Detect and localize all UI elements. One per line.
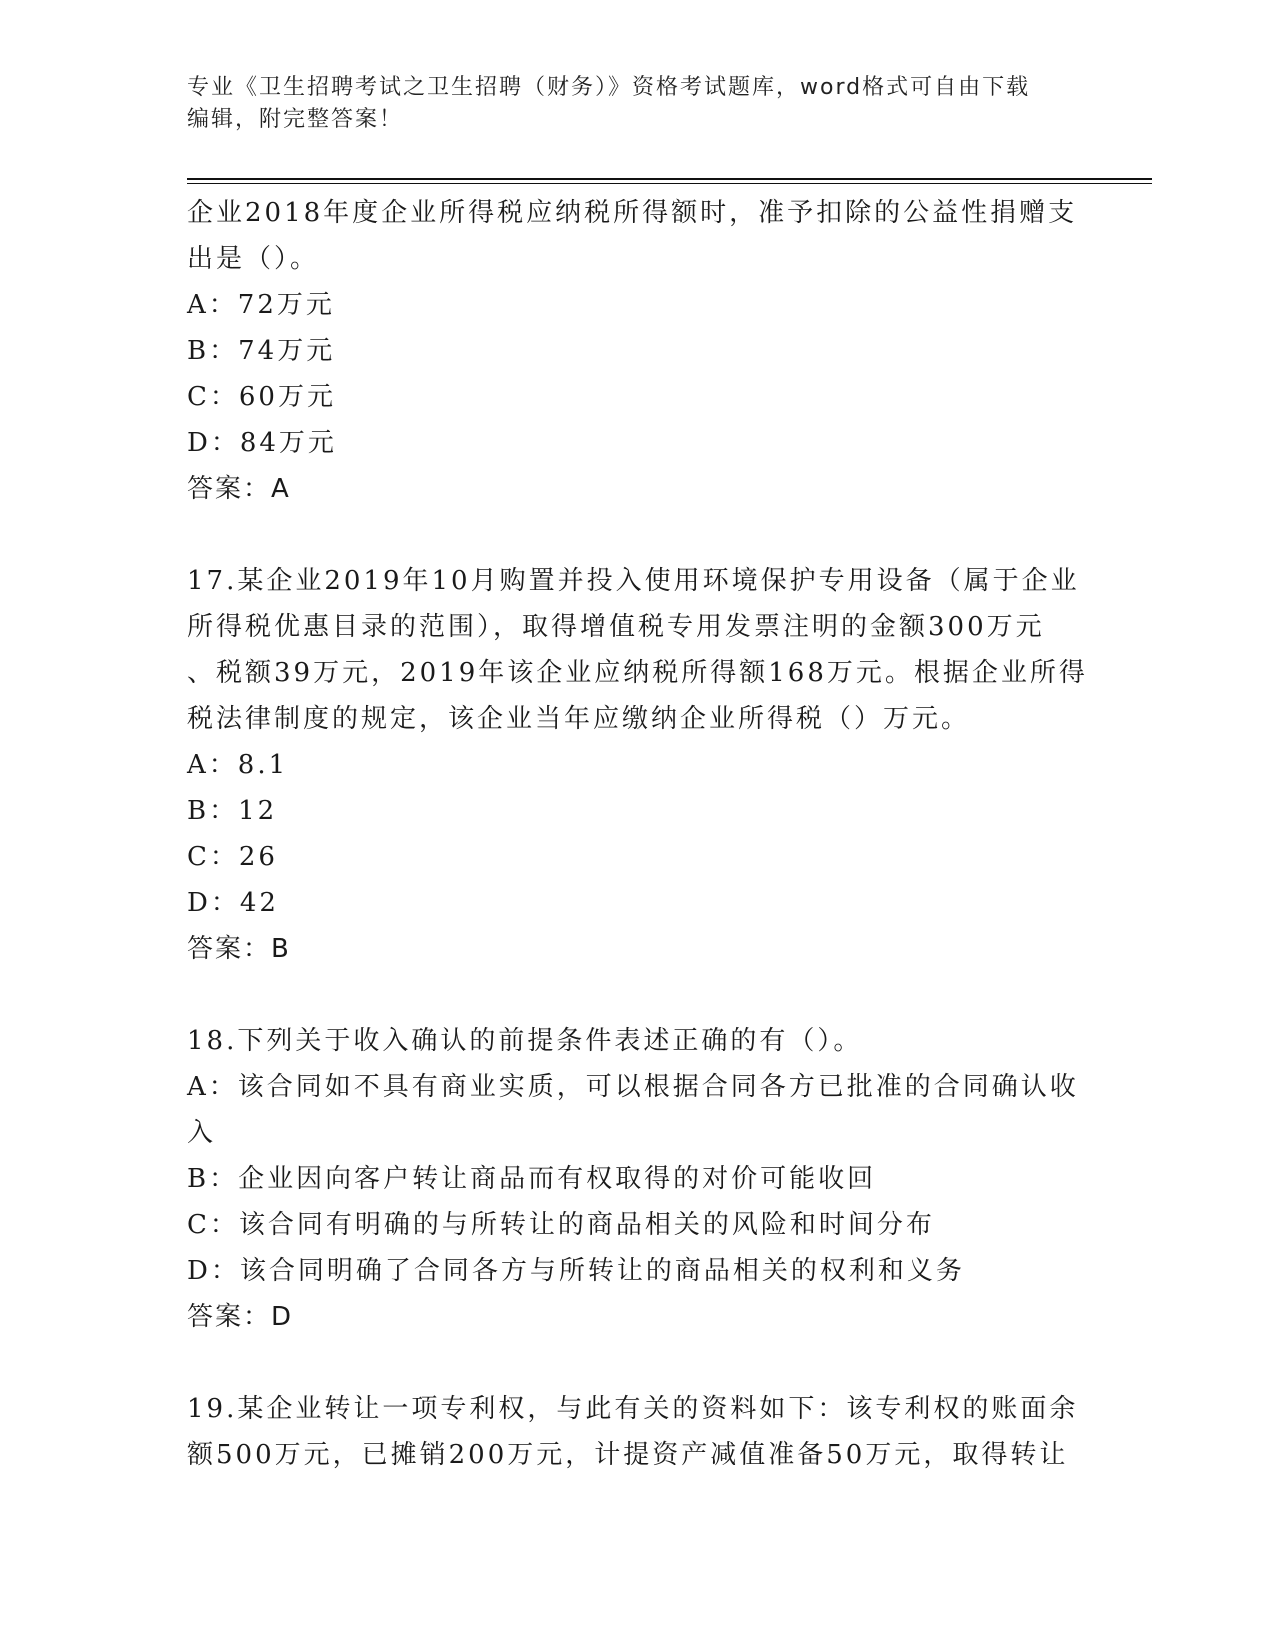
question-stem: 企业2018年度企业所得税应纳税所得额时，准予扣除的公益性捐赠支 xyxy=(187,198,1078,228)
question-stem: 19.某企业转让一项专利权，与此有关的资料如下：该专利权的账面余 xyxy=(187,1394,1079,1424)
option-d: D：该合同明确了合同各方与所转让的商品相关的权利和义务 xyxy=(187,1256,965,1286)
option-b: B：74万元 xyxy=(187,336,336,366)
option-c: C：60万元 xyxy=(187,382,336,412)
answer-label: 答案：A xyxy=(187,474,291,504)
question-19 xyxy=(187,1386,1087,1478)
question-stem: 所得税优惠目录的范围），取得增值税专用发票注明的金额300万元 xyxy=(187,612,1045,642)
question-stem: 18.下列关于收入确认的前提条件表述正确的有（）。 xyxy=(187,1026,863,1056)
spacer xyxy=(187,1340,1087,1386)
answer-label: 答案：B xyxy=(187,934,291,964)
question-stem: 额500万元，已摊销200万元，计提资产减值准备50万元，取得转让 xyxy=(187,1440,1069,1470)
header-line-2: 编辑，附完整答案！ xyxy=(187,107,404,132)
header-line-1: 专业《卫生招聘考试之卫生招聘（财务）》资格考试题库，word格式可自由下载 xyxy=(187,75,1031,100)
option-b: B：12 xyxy=(187,796,278,826)
question-18 xyxy=(187,1018,1087,1340)
option-d: D：42 xyxy=(187,888,279,918)
option-b: B：企业因向客户转让商品而有权取得的对价可能收回 xyxy=(187,1164,877,1194)
question-stem: 税法律制度的规定，该企业当年应缴纳企业所得税（）万元。 xyxy=(187,704,971,734)
question-stem: 17.某企业2019年10月购置并投入使用环境保护专用设备（属于企业 xyxy=(187,566,1080,596)
header-divider-thin xyxy=(187,183,1152,184)
question-16 xyxy=(187,190,1087,512)
spacer xyxy=(187,512,1087,558)
option-a: A：8.1 xyxy=(187,750,289,780)
spacer xyxy=(187,972,1087,1018)
header-divider-thick xyxy=(187,178,1152,180)
option-c: C：该合同有明确的与所转让的商品相关的风险和时间分布 xyxy=(187,1210,935,1240)
option-a: A：72万元 xyxy=(187,290,335,320)
question-stem: 、税额39万元，2019年该企业应纳税所得额168万元。根据企业所得 xyxy=(187,658,1088,688)
question-17 xyxy=(187,558,1087,972)
question-list xyxy=(187,190,1087,1478)
option-c: C：26 xyxy=(187,842,278,872)
document-header xyxy=(187,72,1087,136)
question-stem: 出是（）。 xyxy=(187,244,320,274)
option-d: D：84万元 xyxy=(187,428,337,458)
option-a-continued: 入 xyxy=(187,1118,217,1148)
answer-label: 答案：D xyxy=(187,1302,294,1332)
option-a: A：该合同如不具有商业实质，可以根据合同各方已批准的合同确认收 xyxy=(187,1072,1079,1102)
